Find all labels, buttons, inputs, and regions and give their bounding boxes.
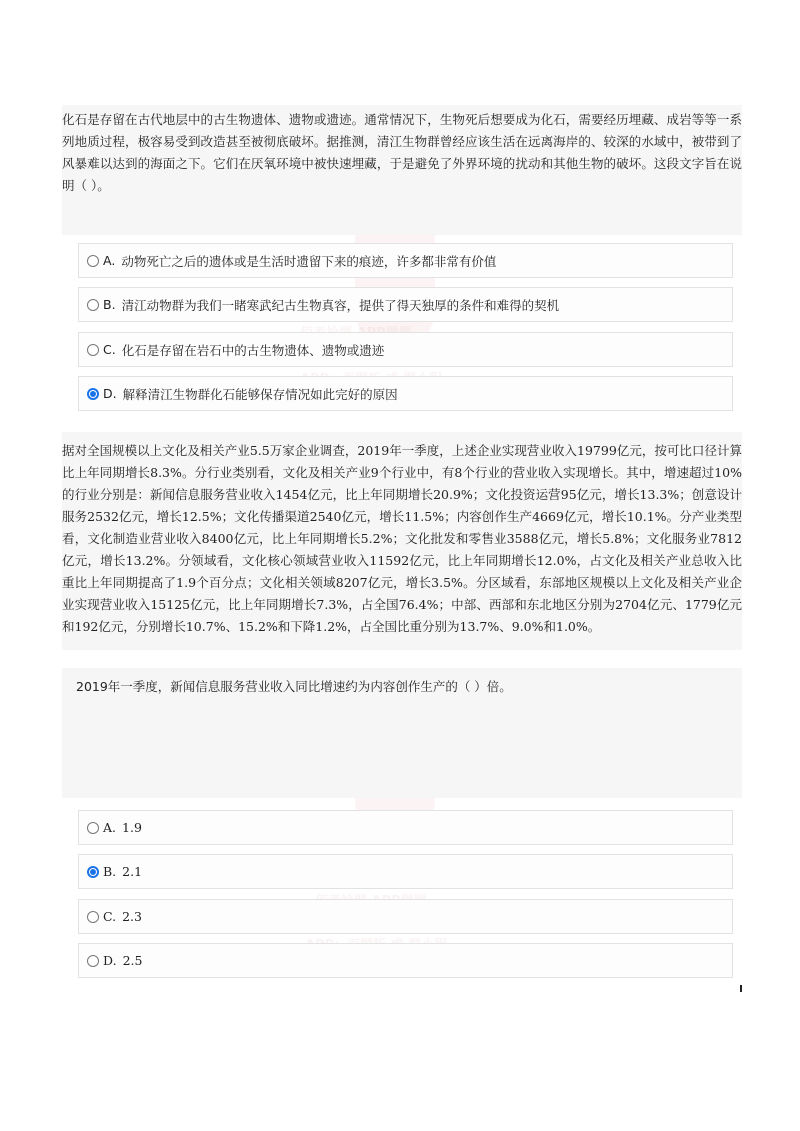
question-1-passage: 化石是存留在古代地层中的古生物遗体、遗物或遗迹。通常情况下，生物死后想要成为化石，需要经历埋藏、成岩等等一系列地质过程，极容易受到改造甚至被彻底破坏。据推测，清江生物群曾经应该生活在远离海岸的、较深的水域中，被带到了风暴难以达到的海面之下。它们在厌氧环境中被快速埋藏，于是避免了外界环境的扰动和其他生物的破坏。这段文字旨在说明（ ）。 [62, 112, 742, 193]
radio-icon[interactable] [87, 344, 99, 356]
option-text: 1.9 [122, 820, 142, 835]
radio-icon[interactable] [87, 822, 99, 834]
q1-option-a[interactable] [78, 243, 733, 278]
radio-selected-icon[interactable] [87, 388, 99, 400]
option-text: 清江动物群为我们一睹寒武纪古生物真容，提供了得天独厚的条件和难得的契机 [121, 297, 560, 313]
q2-option-c[interactable] [78, 899, 733, 934]
option-text: 解释清江生物群化石能够保存情况如此完好的原因 [122, 386, 398, 402]
option-text: 2.5 [122, 953, 143, 968]
q2-option-a[interactable] [78, 810, 733, 845]
question-1-panel [62, 105, 742, 235]
q2-option-d[interactable] [78, 943, 733, 978]
option-letter: A. [103, 253, 116, 268]
question-2-panel [62, 432, 742, 650]
option-letter: D. [103, 386, 117, 401]
q1-option-d[interactable] [78, 376, 733, 411]
radio-icon[interactable] [87, 299, 99, 311]
option-text: 2.1 [122, 864, 143, 879]
option-text: 化石是存留在岩石中的古生物遗体、遗物或遗迹 [121, 342, 385, 358]
q1-option-c[interactable] [78, 332, 733, 367]
scrollbar-thumb[interactable] [740, 985, 742, 992]
question-2-stem-panel [62, 668, 742, 798]
radio-selected-icon[interactable] [87, 866, 99, 878]
radio-icon[interactable] [87, 255, 99, 267]
option-text: 动物死亡之后的遗体或是生活时遗留下来的痕迹，许多都非常有价值 [121, 253, 497, 269]
q2-option-b[interactable] [78, 854, 733, 889]
radio-icon[interactable] [87, 955, 99, 967]
option-letter: A. [103, 820, 117, 835]
option-letter: C. [103, 342, 116, 357]
question-2-passage: 据对全国规模以上文化及相关产业5.5万家企业调查，2019年一季度，上述企业实现营业收入19799亿元，按可比口径计算比上年同期增长8.3%。分行业类别看，文化及相关产业9个行业中，有8个行业的营业收入实现增长。其中，增速超过10%的行业分别是：新闻信息服务营业收入1454亿元，比上年同期增长20.9%；文化投资运营95亿元，增长13.3%；创意设计服务2532亿元，增长12.5%；文化传播渠道2540亿元，增长11.5%；内容创作生产4669亿元，增长10.1%。分产业类型看，文化制造业营业收入8400亿元，比上年同期增长5.2%；文化批发和零售业3588亿元，增长5.8%；文化服务业7812亿元，增长13.2%。分领域看，文化核心领域营业收入11592亿元，比上年同期增长12.0%，占文化及相关产业总收入比重比上年同期提高了1.9个百分点；文化相关领域8207亿元，增长3.5%。分区域看，东部地区规模以上文化及相关产业企业实现营业收入15125亿元，比上年同期增长7.3%，占全国76.4%；中部、西部和东北地区分别为2704亿元、1779亿元和192亿元，分别增长10.7%、15.2%和下降1.2%，占全国比重分别为13.7%、9.0%和1.0%。 [62, 443, 742, 634]
radio-icon[interactable] [87, 911, 99, 923]
option-text: 2.3 [122, 909, 142, 924]
option-letter: C. [103, 909, 117, 924]
question-2-stem: 2019年一季度，新闻信息服务营业收入同比增速约为内容创作生产的（ ）倍。 [76, 679, 512, 694]
option-letter: B. [103, 297, 116, 312]
option-letter: D. [103, 953, 117, 968]
option-letter: B. [103, 864, 117, 879]
q1-option-b[interactable] [78, 287, 733, 322]
